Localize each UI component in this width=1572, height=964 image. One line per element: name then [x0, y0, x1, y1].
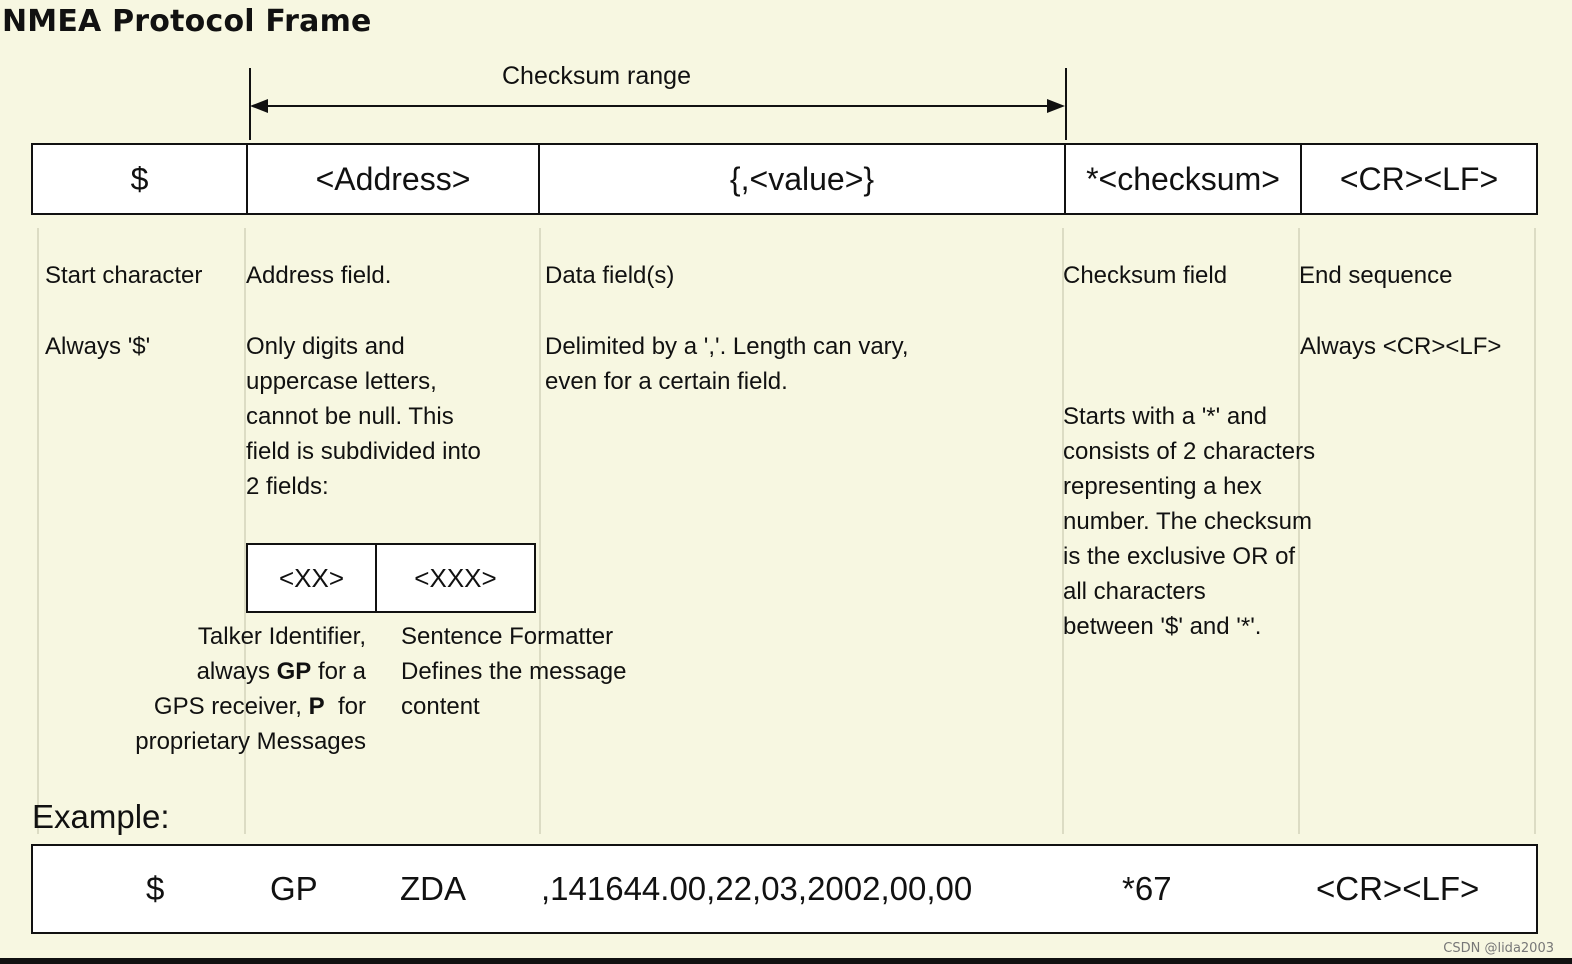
address-subfield-formatter: <XXX> — [375, 543, 536, 613]
address-subfield-talker: <XX> — [246, 543, 377, 613]
sentence-formatter-description — [401, 619, 626, 724]
column-guide — [1534, 228, 1536, 834]
address-field-heading: Address field. — [246, 262, 392, 289]
checksum-range-label: Checksum range — [502, 62, 691, 90]
end-field-description: Always <CR><LF> — [1300, 333, 1502, 360]
checksum-range-arrow — [250, 96, 1066, 116]
checksum-field-heading: Checksum field — [1063, 262, 1228, 289]
example-label: Example: — [32, 798, 170, 835]
example-checksum: *67 — [1122, 870, 1172, 907]
frame-field-value: {,<value>} — [538, 143, 1066, 215]
example-formatter: ZDA — [400, 870, 466, 907]
talker-desc-line: GPS receiver, P for — [153, 693, 366, 720]
formatter-desc-line: content — [401, 693, 480, 720]
diagram-title: NMEA Protocol Frame — [2, 4, 372, 39]
address-field-description: Only digits and uppercase letters, cannot be null. This field is subdivided into 2 fields: — [246, 333, 481, 500]
talker-desc-line: Talker Identifier, — [197, 623, 366, 650]
talker-desc-line: always GP for a — [196, 658, 366, 685]
bottom-border — [0, 958, 1572, 964]
start-field-heading: Start character — [45, 262, 203, 289]
example-end: <CR><LF> — [1316, 870, 1480, 907]
example-data: ,141644.00,22,03,2002,00,00 — [541, 870, 973, 907]
frame-field-start: $ — [31, 143, 248, 215]
formatter-desc-line: Defines the message — [401, 658, 627, 685]
talker-desc-line: proprietary Messages — [135, 728, 366, 755]
data-field-description: Delimited by a ','. Length can vary, even for a certain field. — [545, 333, 909, 395]
example-start: $ — [146, 870, 165, 907]
data-field-heading: Data field(s) — [545, 262, 675, 289]
watermark: CSDN @lida2003 — [1443, 941, 1554, 956]
column-guide — [37, 228, 39, 834]
example-talker: GP — [270, 870, 318, 907]
start-field-description: Always '$' — [45, 333, 151, 360]
frame-field-address: <Address> — [246, 143, 540, 215]
frame-field-checksum: *<checksum> — [1064, 143, 1302, 215]
talker-identifier-description — [80, 619, 366, 759]
frame-field-end: <CR><LF> — [1300, 143, 1538, 215]
checksum-field-description: Starts with a '*' and consists of 2 characters representing a hex number. The checksum is the exclusive OR of all characters between '$' and '*'. — [1063, 403, 1316, 640]
end-field-heading: End sequence — [1299, 262, 1453, 289]
column-guide — [539, 228, 541, 834]
formatter-desc-line: Sentence Formatter — [401, 623, 614, 650]
